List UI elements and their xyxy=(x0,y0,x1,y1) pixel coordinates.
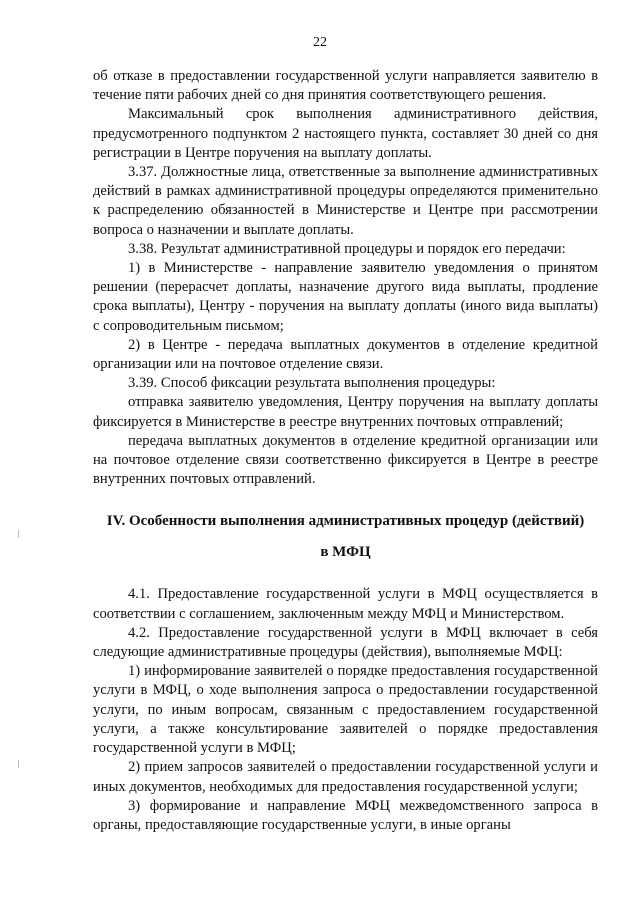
paragraph: Максимальный срок выполнения административного действия, предусмотренного подпунктом 2 настоящего пункта, составляет 30 дней со дня регистрации в Центре поручения на выплату доплаты. xyxy=(93,106,598,161)
paragraph: отправка заявителю уведомления, Центру поручения на выплату доплаты фиксируется в Министерстве в реестре внутренних почтовых отправлений; xyxy=(93,394,598,430)
paragraph: об отказе в предоставлении государственной услуги направляется заявителю в течение пяти рабочих дней со дня принятия соответствующего решения. xyxy=(93,68,598,104)
section-heading: IV. Особенности выполнения административных процедур (действий) xyxy=(106,513,585,530)
paragraph: 1) информирование заявителей о порядке предоставления государственной услуги в МФЦ, о ходе выполнения запроса о предоставлении государственной услуги, по иным вопросам, связанным с предоставлением государственной услуги, а также консультирование заявителей о порядке предоставления государственной услуги в МФЦ; xyxy=(93,663,598,757)
page-number: 22 xyxy=(313,35,327,50)
paragraph: 3.37. Должностные лица, ответственные за выполнение административных действий в рамках административной процедуры определяются применительно к распределению обязанностей в Министерстве и Центре при рассмотрении вопроса о назначении и выплате доплаты. xyxy=(93,164,598,238)
paragraph: 4.1. Предоставление государственной услуги в МФЦ осуществляется в соответствии с соглашением, заключенным между МФЦ и Министерством. xyxy=(93,586,598,622)
paragraph: 2) прием запросов заявителей о предоставлении государственной услуги и иных документов, необходимых для предоставления государственной услуги; xyxy=(93,759,598,795)
paragraph: 1) в Министерстве - направление заявителю уведомления о принятом решении (перерасчет доплаты, назначение другого вида выплаты, продление срока выплаты), Центру - поручения на выплату доплаты (иного вида выплаты) с сопроводительным письмом; xyxy=(93,260,598,334)
section-heading-continued: в МФЦ xyxy=(320,544,371,561)
paragraph: 4.2. Предоставление государственной услуги в МФЦ включает в себя следующие административные процедуры (действия), выполняемые МФЦ: xyxy=(93,624,598,661)
paragraph: передача выплатных документов в отделение кредитной организации или на почтовое отделение связи соответственно фиксируется в Центре в реестре внутренних почтовых отправлений. xyxy=(93,432,598,488)
paragraph: 3) формирование и направление МФЦ межведомственного запроса в органы, предоставляющие государственные услуги, в иные органы xyxy=(93,797,598,833)
margin-mark xyxy=(18,760,19,768)
paragraph: 3.38. Результат административной процедуры и порядок его передачи: xyxy=(128,240,566,257)
paragraph: 2) в Центре - передача выплатных документов в отделение кредитной организации или на почтовое отделение связи. xyxy=(93,336,598,373)
margin-mark xyxy=(18,530,19,538)
paragraph: 3.39. Способ фиксации результата выполнения процедуры: xyxy=(128,375,496,392)
document-body xyxy=(93,67,598,835)
